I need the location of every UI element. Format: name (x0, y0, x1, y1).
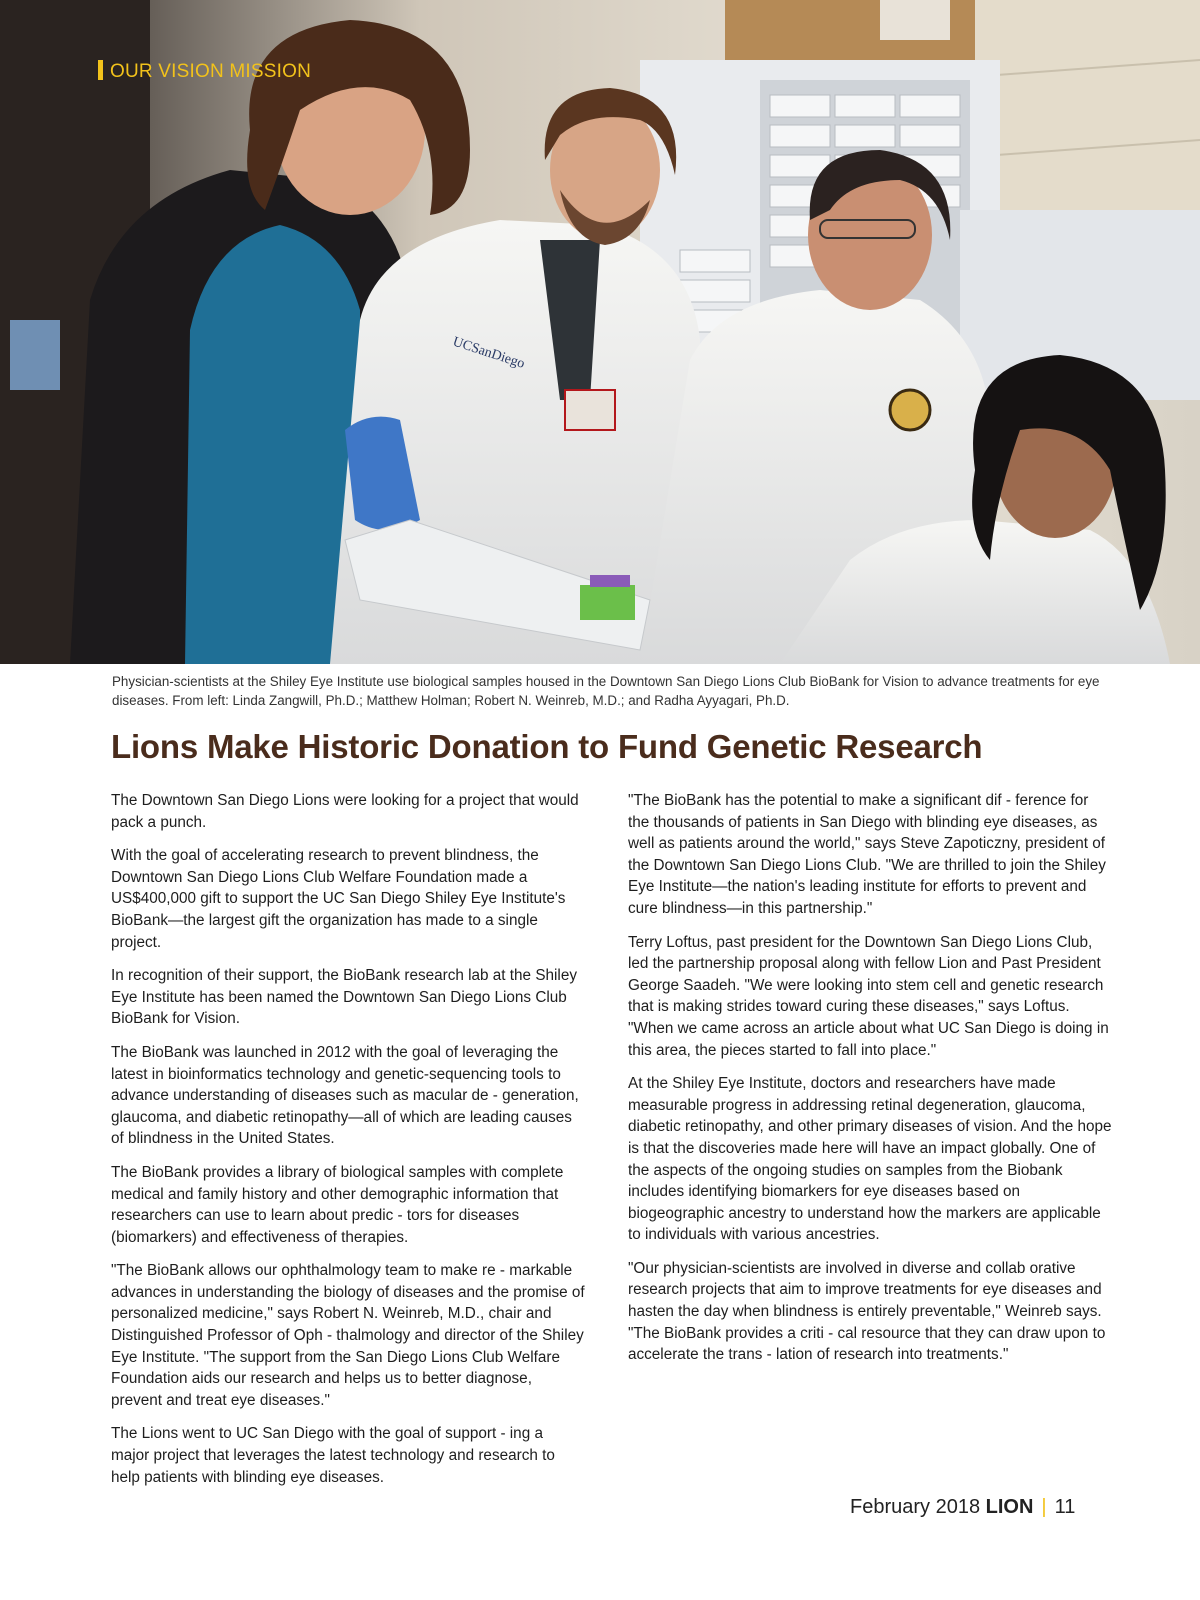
paragraph: The Lions went to UC San Diego with the goal of support - ing a major project that leverages the latest technology and research to help patients with blinding eye diseases. (111, 1425, 555, 1486)
paragraph: In recognition of their support, the BioBank research lab at the Shiley Eye Institute has been named the Downtown San Diego Lions Club BioBank for Vision. (111, 967, 577, 1028)
section-label-text: OUR VISION MISSION (110, 61, 312, 82)
paragraph: Terry Loftus, past president for the Downtown San Diego Lions Club, led the partnership proposal along with fellow Lion and Past President George Saadeh. "We were looking into stem cell and genetic research that is making strides toward curing these diseases," says Loftus. "When we came across an article about what UC San Diego is doing in this area, the pieces started to fall into place." (628, 933, 1109, 1059)
hero-photo-illustration (0, 0, 1200, 664)
paragraph: "The BioBank allows our ophthalmology team to make re - markable advances in understanding the biology of diseases and the promise of personalized medicine," says Robert N. Weinreb, M.D., chair and Distinguished Professor of Oph - thalmology and director of the Shiley Eye Institute. "The support from the San Diego Lions Club Welfare Foundation aids our research and helps us to better diagnose, prevent and treat eye diseases." (111, 1262, 585, 1409)
paragraph: The Downtown San Diego Lions were looking for a project that would pack a punch. (111, 792, 579, 831)
footer-page-number: 11 (1054, 1496, 1076, 1518)
hero-photo (0, 0, 1200, 664)
lab-coat-logo: UCSanDiego (450, 334, 527, 372)
paragraph: "The BioBank has the potential to make a significant dif - ference for the thousands of patients in San Diego with blinding eye diseases, as well as patients around the world," says Steve Zapoticzny, president of the Downtown San Diego Lions Club. "We are thrilled to join the Shiley Eye Institute—the nation's leading institute for efforts to prevent and cure blindness—in this partnership." (628, 792, 1106, 917)
paragraph: With the goal of accelerating research to prevent blindness, the Downtown San Diego Lions Club Welfare Foundation made a US$400,000 gift to support the UC San Diego Shiley Eye Institute's BioBank—the largest gift the organization has made to a single project. (111, 847, 566, 951)
page-footer (850, 1496, 1075, 1519)
paragraph: The BioBank was launched in 2012 with the goal of leveraging the latest in bioinformatics technology and genetic-sequencing tools to advance understanding of diseases such as macular de - generation, glaucoma, and diabetic retinopathy—all of which are leading causes of blindness in the United States. (111, 1043, 579, 1148)
article-column-left (111, 790, 585, 1500)
article-column-right (628, 790, 1112, 1378)
article-headline: Lions Make Historic Donation to Fund Genetic Research (111, 728, 983, 765)
section-label-bar (98, 60, 103, 80)
footer-separator: | (1041, 1496, 1047, 1518)
paragraph: At the Shiley Eye Institute, doctors and researchers have made measurable progress in addressing retinal degeneration, glaucoma, diabetic retinopathy, and other primary diseases of vision. And the hope is that the discoveries made here will have an impact globally. One of the aspects of the ongoing studies on samples from the Biobank includes identifying biomarkers for eye diseases based on biogeographic ancestry to understand how the markers are applicable to individuals with various ancestries. (628, 1075, 1112, 1244)
paragraph: "Our physician-scientists are involved in diverse and collab orative research projects that aim to improve treatments for eye diseases and hasten the day when blindness is entirely preventable," Weinreb says. "The BioBank provides a criti - cal resource that they can draw upon to accelerate the trans - lation of research into treatments." (628, 1259, 1106, 1364)
paragraph: The BioBank provides a library of biological samples with complete medical and family history and other demographic information that researchers can use to learn about predic - tors for diseases (biomarkers) and effectiveness of therapies. (111, 1163, 564, 1246)
section-label (98, 60, 311, 83)
footer-issue-date: February 2018 (850, 1496, 981, 1518)
photo-caption: Physician-scientists at the Shiley Eye Institute use biological samples housed in the Downtown San Diego Lions Club BioBank for Vision to advance treatments for eye diseases. From left: Linda Zangwill, Ph.D.; Matthew Holman; Robert N. Weinreb, M.D.; and Radha Ayyagari, Ph.D. (112, 674, 1100, 708)
footer-magazine-name: LION (985, 1496, 1034, 1518)
